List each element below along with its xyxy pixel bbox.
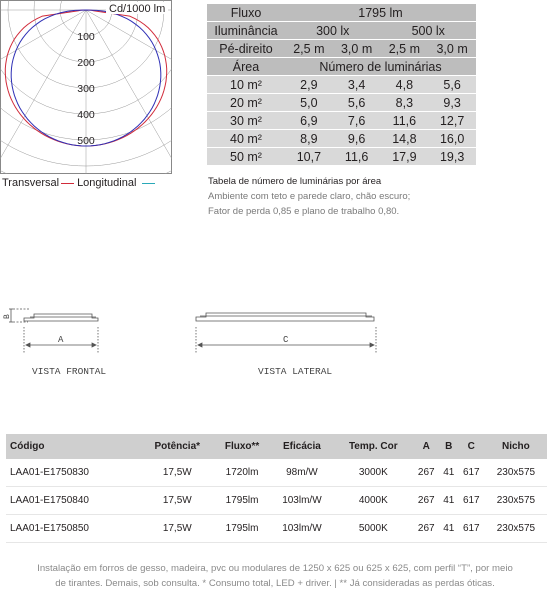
area-value: 10 m²: [207, 76, 285, 94]
lux-500: 500 lx: [381, 22, 477, 40]
dim-c-label: C: [283, 335, 289, 345]
unit-label: Cd/1000 lm: [109, 3, 166, 15]
luminaire-count: 11,6: [333, 148, 381, 166]
luminaire-count: 9,3: [428, 94, 476, 112]
table-cell: 267: [413, 487, 440, 515]
luminaire-count: 17,9: [381, 148, 429, 166]
column-header: B: [440, 434, 458, 459]
polar-legend: [2, 177, 158, 189]
illuminance-row: [207, 22, 476, 40]
luminaire-count: 5,0: [285, 94, 333, 112]
area-value: 30 m²: [207, 112, 285, 130]
table-cell: 41: [440, 487, 458, 515]
height-label: Pé-direito: [207, 40, 285, 58]
legend-transversal-line: [61, 183, 74, 184]
table-cell: 17,5W: [140, 515, 214, 543]
column-header: Temp. Cor: [334, 434, 413, 459]
table-cell: 617: [458, 459, 485, 487]
luminaire-count: 6,9: [285, 112, 333, 130]
luminaire-count: 16,0: [428, 130, 476, 148]
footer-note: [30, 561, 520, 591]
luminaire-count: 9,6: [333, 130, 381, 148]
luminaire-count: 5,6: [428, 76, 476, 94]
table-cell: 230x575: [485, 459, 547, 487]
column-header: A: [413, 434, 440, 459]
luminaire-count: 8,9: [285, 130, 333, 148]
area-value: 40 m²: [207, 130, 285, 148]
height-row: [207, 40, 476, 58]
flux-value: 1795 lm: [285, 4, 476, 22]
side-view-drawing: [196, 313, 376, 353]
luminaires-table: [207, 4, 476, 166]
table-note: [208, 174, 410, 219]
luminaire-count: 19,3: [428, 148, 476, 166]
ring-label: 100: [77, 31, 95, 43]
area-value: 20 m²: [207, 94, 285, 112]
area-label: Área: [207, 58, 285, 76]
table-cell: 617: [458, 515, 485, 543]
legend-transversal-label: Transversal: [2, 177, 60, 190]
column-header: Potência*: [140, 434, 214, 459]
table-row: [6, 515, 547, 543]
flux-row: [207, 4, 476, 22]
table-cell: 1795lm: [214, 487, 270, 515]
ring-label: 200: [77, 57, 95, 69]
table-note-line2: Fator de perda 0,85 e plano de trabalho 0,80.: [208, 206, 400, 217]
legend-longitudinal-label: Longitudinal: [77, 177, 137, 190]
height-value: 3,0 m: [428, 40, 476, 58]
table-row: [6, 487, 547, 515]
table-cell: 1795lm: [214, 515, 270, 543]
table-cell: LAA01-E1750840: [6, 487, 140, 515]
table-cell: 41: [440, 515, 458, 543]
table-cell: 103lm/W: [270, 487, 334, 515]
area-row: [207, 112, 476, 130]
height-value: 2,5 m: [285, 40, 333, 58]
table-cell: 17,5W: [140, 459, 214, 487]
luminaire-count: 7,6: [333, 112, 381, 130]
illuminance-label: Iluminância: [207, 22, 285, 40]
table-cell: 267: [413, 459, 440, 487]
luminaire-count: 4,8: [381, 76, 429, 94]
table-cell: 230x575: [485, 515, 547, 543]
area-value: 50 m²: [207, 148, 285, 166]
height-value: 2,5 m: [381, 40, 429, 58]
lux-300: 300 lx: [285, 22, 381, 40]
ring-label: 500: [77, 135, 95, 147]
height-value: 3,0 m: [333, 40, 381, 58]
column-header: C: [458, 434, 485, 459]
table-cell: 4000K: [334, 487, 413, 515]
product-table: [6, 434, 547, 543]
area-row: [207, 130, 476, 148]
luminaire-count: 2,9: [285, 76, 333, 94]
table-cell: 103lm/W: [270, 515, 334, 543]
luminaire-count: 8,3: [381, 94, 429, 112]
area-row: [207, 94, 476, 112]
table-cell: 267: [413, 515, 440, 543]
table-note-title: Tabela de número de luminárias por área: [208, 176, 382, 187]
column-header: Nicho: [485, 434, 547, 459]
legend-longitudinal-line: [142, 183, 155, 184]
area-row: [207, 148, 476, 166]
luminaire-count: 5,6: [333, 94, 381, 112]
num-luminaires-label: Número de luminárias: [285, 58, 476, 76]
table-cell: 617: [458, 487, 485, 515]
table-cell: 5000K: [334, 515, 413, 543]
table-cell: 1720lm: [214, 459, 270, 487]
ring-label: 300: [77, 83, 95, 95]
column-header: Código: [6, 434, 140, 459]
table-cell: 230x575: [485, 487, 547, 515]
table-row: [6, 459, 547, 487]
dim-a-label: A: [58, 335, 64, 345]
footer-line2: de tirantes. Demais, sob consulta. * Consumo total, LED + driver. | ** Já consideradas as perdas óticas.: [55, 578, 495, 589]
table-cell: 17,5W: [140, 487, 214, 515]
side-view-label: VISTA LATERAL: [258, 366, 333, 377]
column-header: Fluxo**: [214, 434, 270, 459]
footer-line1: Instalação em forros de gesso, madeira, pvc ou modulares de 1250 x 625 ou 625 x 625, com perfil “T”, por meio: [37, 563, 513, 574]
front-view-label: VISTA FRONTAL: [32, 366, 107, 377]
ring-label: 400: [77, 109, 95, 121]
column-header: Eficácia: [270, 434, 334, 459]
polar-diagram: [0, 0, 172, 174]
luminaire-count: 10,7: [285, 148, 333, 166]
luminaire-count: 12,7: [428, 112, 476, 130]
table-cell: 98m/W: [270, 459, 334, 487]
table-cell: LAA01-E1750830: [6, 459, 140, 487]
luminaire-count: 11,6: [381, 112, 429, 130]
dim-b-label: B: [3, 314, 12, 319]
table-note-line1: Ambiente com teto e parede claro, chão escuro;: [208, 191, 411, 202]
area-header-row: [207, 58, 476, 76]
flux-label: Fluxo: [207, 4, 285, 22]
area-row: [207, 76, 476, 94]
table-cell: LAA01-E1750850: [6, 515, 140, 543]
product-table-header: [6, 434, 547, 459]
luminaire-count: 3,4: [333, 76, 381, 94]
table-cell: 41: [440, 459, 458, 487]
luminaire-count: 14,8: [381, 130, 429, 148]
front-view-drawing: [9, 309, 98, 353]
table-cell: 3000K: [334, 459, 413, 487]
